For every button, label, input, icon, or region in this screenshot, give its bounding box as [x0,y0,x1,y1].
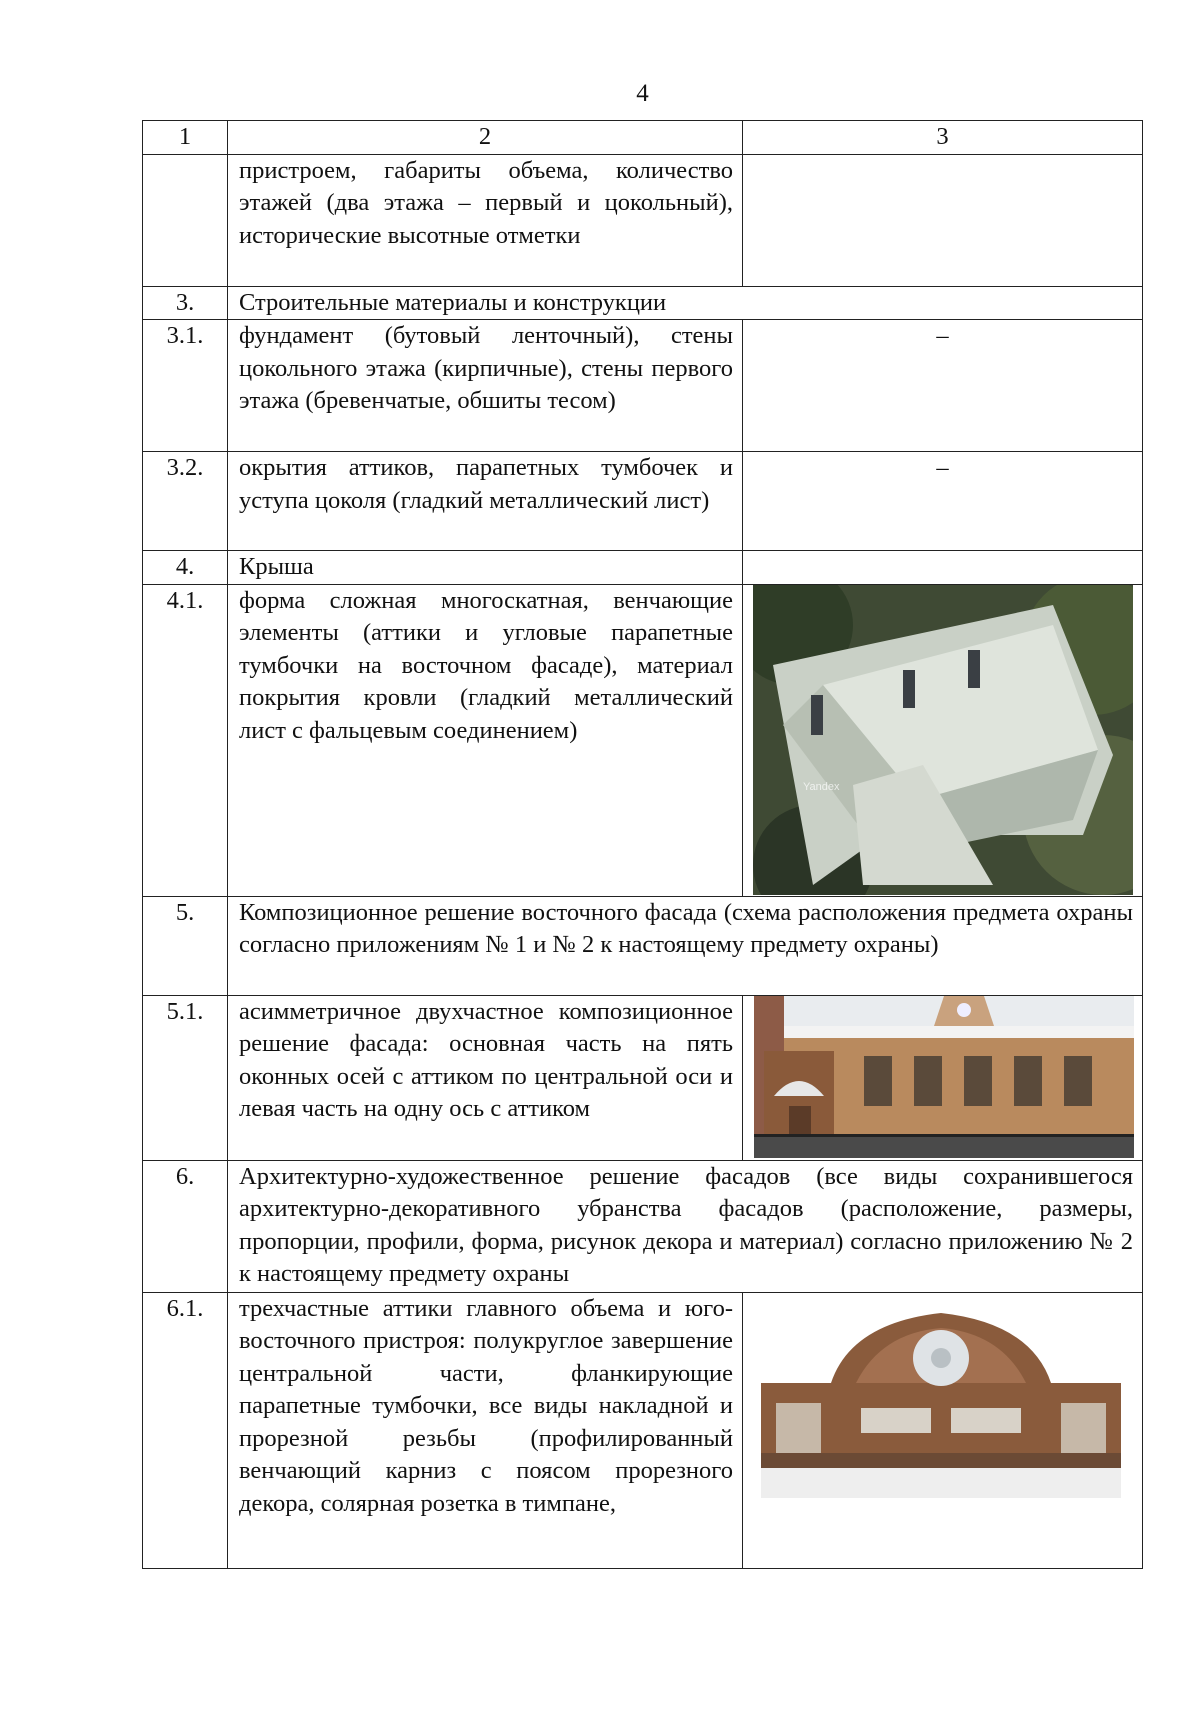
row-number: 3. [143,286,228,320]
header-col-3: 3 [743,121,1143,155]
row-number: 6. [143,1160,228,1292]
row-number: 4. [143,551,228,585]
row-number: 4.1. [143,584,228,896]
row-text: форма сложная многоскатная, венчающие элементы (аттики и угловые парапетные тумбочки на восточном фасаде), материал покрытия кровли (гладкий металлический лист с фальцевым соединением) [228,584,743,896]
row-text: пристроем, габариты объема, количество этажей (два этажа – первый и цокольный), исторические высотные отметки [228,154,743,286]
table-row [143,452,1143,551]
photo-cell [743,1292,1143,1568]
attic-photo [761,1303,1121,1498]
row-value [743,551,1143,585]
row-text: окрытия аттиков, парапетных тумбочек и уступа цоколя (гладкий металлический лист) [228,452,743,551]
row-number: 5.1. [143,995,228,1160]
section-title: Крыша [228,551,743,585]
map-watermark: Yandex [803,780,840,793]
table-row [143,286,1143,320]
facade-photo [754,996,1134,1158]
row-number: 5. [143,896,228,995]
photo-cell [743,995,1143,1160]
header-col-2: 2 [228,121,743,155]
photo-cell [743,584,1143,896]
header-col-1: 1 [143,121,228,155]
table-row [143,1160,1143,1292]
table-row [143,154,1143,286]
row-value: – [743,452,1143,551]
table-row [143,551,1143,585]
row-text: трехчастные аттики главного объема и юго-восточного пристроя: полукруглое завершение центральной части, фланкирующие парапетные тумбочки, все виды накладной и прорезной резьбы (профилированный венчающий карниз с поясом прорезного декора, солярная розетка в тимпане, [228,1292,743,1568]
table-header-row [143,121,1143,155]
row-text: фундамент (бутовый ленточный), стены цокольного этажа (кирпичные), стены первого этажа (бревенчатые, обшиты тесом) [228,320,743,452]
table-row [143,896,1143,995]
table-row [143,1292,1143,1568]
roof-aerial-photo [753,585,1133,895]
table-row [143,584,1143,896]
row-text: асимметричное двухчастное композиционное решение фасада: основная часть на пять оконных осей с аттиком по центральной оси и левая часть на одну ось с аттиком [228,995,743,1160]
section-title: Архитектурно-художественное решение фасадов (все виды сохранившегося архитектурно-декоративного убранства фасадов (расположение, размеры, пропорции, профили, форма, рисунок декора и материал) согласно приложению № 2 к настоящему предмету охраны [228,1160,1143,1292]
row-value [743,154,1143,286]
page-number: 4 [636,80,649,107]
row-number: 3.1. [143,320,228,452]
row-number: 3.2. [143,452,228,551]
row-value: – [743,320,1143,452]
protection-table [142,120,1143,1569]
row-number: 6.1. [143,1292,228,1568]
section-title: Строительные материалы и конструкции [228,286,1143,320]
table-row [143,995,1143,1160]
row-number [143,154,228,286]
section-title: Композиционное решение восточного фасада (схема расположения предмета охраны согласно приложениям № 1 и № 2 к настоящему предмету охраны) [228,896,1143,995]
table-row [143,320,1143,452]
